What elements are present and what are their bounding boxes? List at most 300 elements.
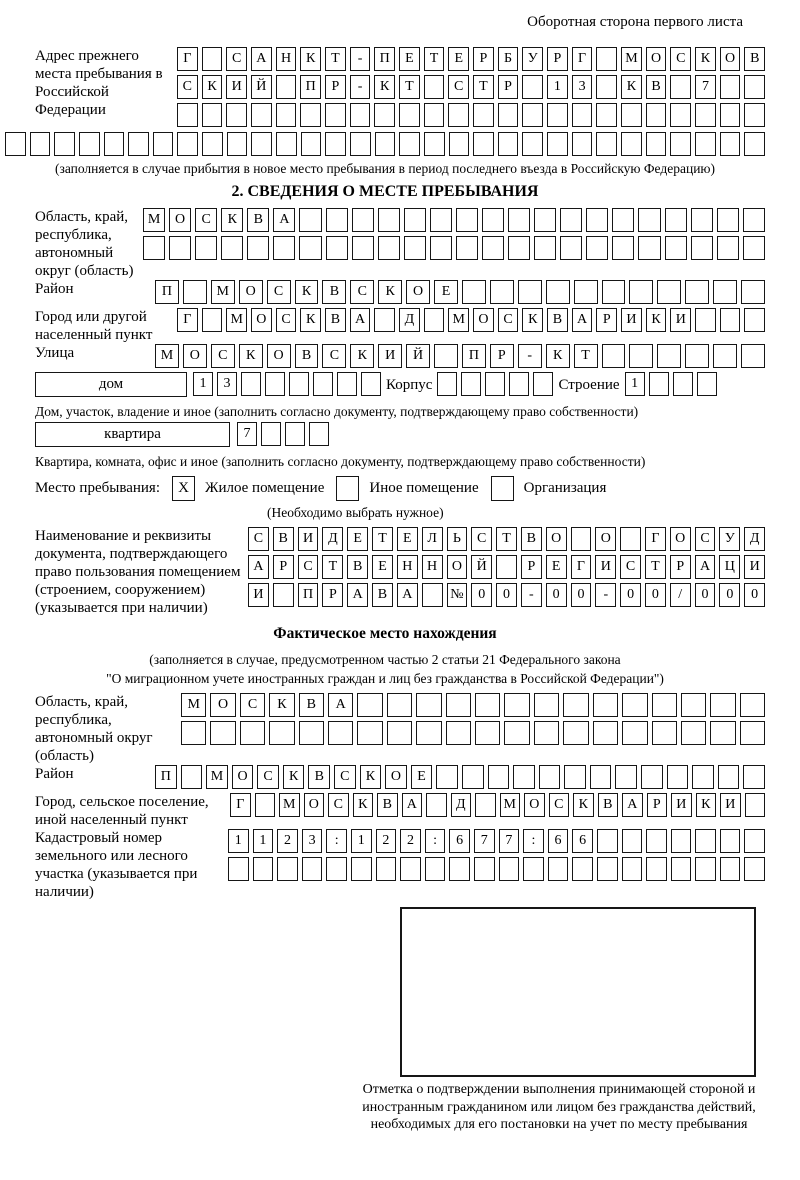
char-cell[interactable]: А	[397, 583, 418, 607]
char-cell[interactable]	[313, 372, 333, 396]
char-cell[interactable]	[612, 208, 634, 232]
char-cell[interactable]: О	[267, 344, 291, 368]
char-cell[interactable]	[743, 765, 765, 789]
char-cell[interactable]	[720, 308, 741, 332]
char-cell[interactable]	[255, 793, 276, 817]
char-cell[interactable]: Р	[547, 47, 568, 71]
char-cell[interactable]	[475, 721, 500, 745]
char-cell[interactable]	[404, 236, 426, 260]
char-cell[interactable]: О	[546, 527, 567, 551]
char-cell[interactable]	[646, 103, 667, 127]
char-cell[interactable]	[352, 208, 374, 232]
char-cell[interactable]	[143, 236, 165, 260]
char-cell[interactable]: С	[448, 75, 469, 99]
char-cell[interactable]	[671, 857, 692, 881]
char-cell[interactable]: М	[448, 308, 469, 332]
char-cell[interactable]	[449, 132, 470, 156]
char-cell[interactable]: А	[622, 793, 643, 817]
char-cell[interactable]	[629, 280, 653, 304]
char-cell[interactable]	[744, 857, 765, 881]
char-cell[interactable]: 3	[572, 75, 593, 99]
char-cell[interactable]	[498, 103, 519, 127]
char-cell[interactable]	[434, 344, 458, 368]
char-cell[interactable]: С	[195, 208, 217, 232]
char-cell[interactable]	[691, 208, 713, 232]
char-cell[interactable]: Ц	[719, 555, 740, 579]
char-cell[interactable]	[337, 372, 357, 396]
char-cell[interactable]	[399, 103, 420, 127]
char-cell[interactable]: В	[299, 693, 324, 717]
char-cell[interactable]: К	[300, 47, 321, 71]
char-cell[interactable]	[474, 857, 495, 881]
char-cell[interactable]: П	[374, 47, 395, 71]
char-cell[interactable]: И	[248, 583, 269, 607]
char-cell[interactable]: О	[210, 693, 235, 717]
char-cell[interactable]	[269, 721, 294, 745]
char-cell[interactable]	[265, 372, 285, 396]
char-cell[interactable]: Н	[276, 47, 297, 71]
char-cell[interactable]: П	[300, 75, 321, 99]
char-cell[interactable]: Р	[490, 344, 514, 368]
char-cell[interactable]	[374, 103, 395, 127]
char-cell[interactable]: /	[670, 583, 691, 607]
char-cell[interactable]	[430, 236, 452, 260]
char-cell[interactable]: В	[646, 75, 667, 99]
char-cell[interactable]: М	[211, 280, 235, 304]
char-cell[interactable]: А	[248, 555, 269, 579]
char-cell[interactable]	[615, 765, 637, 789]
char-cell[interactable]	[299, 236, 321, 260]
char-cell[interactable]	[718, 765, 740, 789]
char-cell[interactable]	[547, 103, 568, 127]
char-cell[interactable]: О	[524, 793, 545, 817]
char-cell[interactable]: С	[350, 280, 374, 304]
char-cell[interactable]: 3	[217, 372, 237, 396]
char-cell[interactable]: Д	[399, 308, 420, 332]
char-cell[interactable]: 0	[546, 583, 567, 607]
char-cell[interactable]	[326, 857, 347, 881]
char-cell[interactable]: С	[177, 75, 198, 99]
char-cell[interactable]: К	[621, 75, 642, 99]
char-cell[interactable]	[504, 721, 529, 745]
char-cell[interactable]: И	[226, 75, 247, 99]
char-cell[interactable]	[518, 280, 542, 304]
char-cell[interactable]	[572, 132, 593, 156]
char-cell[interactable]: Т	[645, 555, 666, 579]
char-cell[interactable]	[424, 132, 445, 156]
char-cell[interactable]	[652, 693, 677, 717]
char-cell[interactable]	[622, 693, 647, 717]
char-cell[interactable]: И	[670, 308, 691, 332]
char-cell[interactable]: Р	[647, 793, 668, 817]
char-cell[interactable]	[376, 857, 397, 881]
char-cell[interactable]	[692, 765, 714, 789]
checkbox-inoe[interactable]	[336, 476, 359, 501]
checkbox-zhiloe[interactable]: X	[172, 476, 195, 501]
char-cell[interactable]: К	[573, 793, 594, 817]
char-cell[interactable]: Н	[422, 555, 443, 579]
char-cell[interactable]	[221, 236, 243, 260]
char-cell[interactable]: П	[155, 765, 177, 789]
char-cell[interactable]	[400, 857, 421, 881]
char-cell[interactable]	[560, 236, 582, 260]
char-cell[interactable]: 6	[548, 829, 569, 853]
char-cell[interactable]	[740, 693, 765, 717]
char-cell[interactable]	[681, 721, 706, 745]
char-cell[interactable]	[586, 208, 608, 232]
char-cell[interactable]: Т	[399, 75, 420, 99]
char-cell[interactable]: К	[221, 208, 243, 232]
char-cell[interactable]	[490, 280, 514, 304]
char-cell[interactable]	[325, 132, 346, 156]
char-cell[interactable]: И	[744, 555, 765, 579]
char-cell[interactable]: Т	[325, 47, 346, 71]
char-cell[interactable]	[743, 208, 765, 232]
char-cell[interactable]	[202, 103, 223, 127]
char-cell[interactable]	[202, 132, 223, 156]
char-cell[interactable]: Е	[448, 47, 469, 71]
char-cell[interactable]	[357, 693, 382, 717]
char-cell[interactable]: В	[295, 344, 319, 368]
char-cell[interactable]	[534, 208, 556, 232]
char-cell[interactable]	[251, 132, 272, 156]
char-cell[interactable]	[461, 372, 481, 396]
char-cell[interactable]: П	[462, 344, 486, 368]
char-cell[interactable]	[571, 527, 592, 551]
char-cell[interactable]: И	[621, 308, 642, 332]
char-cell[interactable]: М	[206, 765, 228, 789]
char-cell[interactable]: Н	[397, 555, 418, 579]
char-cell[interactable]: В	[377, 793, 398, 817]
char-cell[interactable]	[597, 829, 618, 853]
char-cell[interactable]	[253, 857, 274, 881]
char-cell[interactable]	[285, 422, 305, 446]
char-cell[interactable]: К	[696, 793, 717, 817]
char-cell[interactable]: Р	[325, 75, 346, 99]
char-cell[interactable]: -	[350, 75, 371, 99]
char-cell[interactable]: 0	[471, 583, 492, 607]
char-cell[interactable]	[277, 857, 298, 881]
char-cell[interactable]: П	[298, 583, 319, 607]
char-cell[interactable]: Й	[406, 344, 430, 368]
char-cell[interactable]: М	[155, 344, 179, 368]
char-cell[interactable]	[5, 132, 26, 156]
char-cell[interactable]	[685, 280, 709, 304]
char-cell[interactable]: А	[350, 308, 371, 332]
char-cell[interactable]: Т	[372, 527, 393, 551]
char-cell[interactable]	[448, 103, 469, 127]
char-cell[interactable]	[475, 693, 500, 717]
char-cell[interactable]	[596, 132, 617, 156]
char-cell[interactable]: У	[719, 527, 740, 551]
char-cell[interactable]: В	[308, 765, 330, 789]
char-cell[interactable]	[717, 236, 739, 260]
char-cell[interactable]	[498, 132, 519, 156]
char-cell[interactable]	[513, 765, 535, 789]
char-cell[interactable]: :	[425, 829, 446, 853]
char-cell[interactable]: Г	[177, 47, 198, 71]
char-cell[interactable]: М	[500, 793, 521, 817]
char-cell[interactable]	[426, 793, 447, 817]
char-cell[interactable]	[695, 829, 716, 853]
char-cell[interactable]	[641, 765, 663, 789]
char-cell[interactable]	[534, 693, 559, 717]
char-cell[interactable]: 1	[351, 829, 372, 853]
char-cell[interactable]: 0	[571, 583, 592, 607]
char-cell[interactable]: Р	[273, 555, 294, 579]
char-cell[interactable]	[720, 132, 741, 156]
char-cell[interactable]: О	[595, 527, 616, 551]
char-cell[interactable]	[667, 765, 689, 789]
char-cell[interactable]	[612, 236, 634, 260]
char-cell[interactable]	[744, 103, 765, 127]
char-cell[interactable]	[424, 308, 445, 332]
char-cell[interactable]	[399, 132, 420, 156]
char-cell[interactable]: С	[670, 47, 691, 71]
char-cell[interactable]: В	[547, 308, 568, 332]
char-cell[interactable]: Г	[230, 793, 251, 817]
char-cell[interactable]	[301, 132, 322, 156]
char-cell[interactable]: О	[304, 793, 325, 817]
char-cell[interactable]	[504, 693, 529, 717]
char-cell[interactable]: Р	[596, 308, 617, 332]
char-cell[interactable]: С	[298, 555, 319, 579]
char-cell[interactable]	[300, 103, 321, 127]
char-cell[interactable]	[741, 344, 765, 368]
char-cell[interactable]	[622, 721, 647, 745]
char-cell[interactable]	[602, 280, 626, 304]
char-cell[interactable]	[508, 236, 530, 260]
char-cell[interactable]	[326, 236, 348, 260]
char-cell[interactable]	[202, 47, 223, 71]
char-cell[interactable]	[657, 280, 681, 304]
char-cell[interactable]	[261, 422, 281, 446]
char-cell[interactable]: Д	[744, 527, 765, 551]
char-cell[interactable]	[183, 280, 207, 304]
char-cell[interactable]	[375, 132, 396, 156]
char-cell[interactable]: -	[518, 344, 542, 368]
char-cell[interactable]: В	[325, 308, 346, 332]
char-cell[interactable]	[522, 75, 543, 99]
char-cell[interactable]: В	[598, 793, 619, 817]
char-cell[interactable]: Р	[521, 555, 542, 579]
char-cell[interactable]	[325, 103, 346, 127]
char-cell[interactable]	[523, 857, 544, 881]
char-cell[interactable]	[276, 103, 297, 127]
char-cell[interactable]: А	[402, 793, 423, 817]
char-cell[interactable]	[496, 555, 517, 579]
char-cell[interactable]: С	[620, 555, 641, 579]
char-cell[interactable]: К	[283, 765, 305, 789]
char-cell[interactable]: О	[720, 47, 741, 71]
char-cell[interactable]: И	[671, 793, 692, 817]
char-cell[interactable]: О	[251, 308, 272, 332]
char-cell[interactable]: С	[267, 280, 291, 304]
char-cell[interactable]: В	[347, 555, 368, 579]
char-cell[interactable]	[695, 103, 716, 127]
char-cell[interactable]: В	[521, 527, 542, 551]
char-cell[interactable]: 2	[376, 829, 397, 853]
char-cell[interactable]	[240, 721, 265, 745]
char-cell[interactable]	[387, 721, 412, 745]
char-cell[interactable]: 7	[499, 829, 520, 853]
char-cell[interactable]	[352, 236, 374, 260]
char-cell[interactable]	[462, 765, 484, 789]
char-cell[interactable]: К	[350, 344, 374, 368]
char-cell[interactable]: Р	[498, 75, 519, 99]
char-cell[interactable]: 1	[193, 372, 213, 396]
char-cell[interactable]: А	[328, 693, 353, 717]
char-cell[interactable]	[104, 132, 125, 156]
char-cell[interactable]: К	[522, 308, 543, 332]
char-cell[interactable]	[691, 236, 713, 260]
char-cell[interactable]: О	[473, 308, 494, 332]
char-cell[interactable]	[473, 132, 494, 156]
char-cell[interactable]	[590, 765, 612, 789]
char-cell[interactable]	[563, 721, 588, 745]
char-cell[interactable]: А	[347, 583, 368, 607]
char-cell[interactable]: 1	[253, 829, 274, 853]
char-cell[interactable]: С	[695, 527, 716, 551]
char-cell[interactable]	[564, 765, 586, 789]
char-cell[interactable]: К	[295, 280, 319, 304]
char-cell[interactable]: В	[372, 583, 393, 607]
char-cell[interactable]	[534, 721, 559, 745]
char-cell[interactable]: Д	[451, 793, 472, 817]
char-cell[interactable]	[273, 583, 294, 607]
char-cell[interactable]: Т	[496, 527, 517, 551]
char-cell[interactable]	[227, 132, 248, 156]
char-cell[interactable]: Т	[574, 344, 598, 368]
char-cell[interactable]	[572, 103, 593, 127]
char-cell[interactable]: С	[248, 527, 269, 551]
char-cell[interactable]: А	[695, 555, 716, 579]
char-cell[interactable]	[226, 103, 247, 127]
char-cell[interactable]	[446, 721, 471, 745]
char-cell[interactable]	[620, 527, 641, 551]
char-cell[interactable]: -	[350, 47, 371, 71]
char-cell[interactable]	[665, 236, 687, 260]
char-cell[interactable]	[670, 103, 691, 127]
char-cell[interactable]	[181, 721, 206, 745]
char-cell[interactable]: К	[646, 308, 667, 332]
char-cell[interactable]: М	[181, 693, 206, 717]
char-cell[interactable]: П	[155, 280, 179, 304]
char-cell[interactable]	[202, 308, 223, 332]
char-cell[interactable]	[546, 280, 570, 304]
char-cell[interactable]	[351, 857, 372, 881]
char-cell[interactable]: Г	[571, 555, 592, 579]
char-cell[interactable]: К	[269, 693, 294, 717]
char-cell[interactable]	[210, 721, 235, 745]
char-cell[interactable]: К	[546, 344, 570, 368]
char-cell[interactable]	[670, 75, 691, 99]
char-cell[interactable]: Ь	[447, 527, 468, 551]
char-cell[interactable]	[629, 344, 653, 368]
char-cell[interactable]	[436, 765, 458, 789]
char-cell[interactable]	[744, 75, 765, 99]
char-cell[interactable]	[673, 372, 693, 396]
char-cell[interactable]	[430, 208, 452, 232]
char-cell[interactable]	[572, 857, 593, 881]
char-cell[interactable]: К	[300, 308, 321, 332]
char-cell[interactable]: 0	[496, 583, 517, 607]
char-cell[interactable]: И	[378, 344, 402, 368]
char-cell[interactable]	[449, 857, 470, 881]
char-cell[interactable]	[54, 132, 75, 156]
char-cell[interactable]	[597, 857, 618, 881]
char-cell[interactable]	[671, 829, 692, 853]
char-cell[interactable]: Г	[572, 47, 593, 71]
char-cell[interactable]	[251, 103, 272, 127]
char-cell[interactable]	[309, 422, 329, 446]
char-cell[interactable]	[425, 857, 446, 881]
char-cell[interactable]	[437, 372, 457, 396]
char-cell[interactable]	[416, 721, 441, 745]
char-cell[interactable]	[720, 829, 741, 853]
char-cell[interactable]: О	[183, 344, 207, 368]
char-cell[interactable]: Р	[670, 555, 691, 579]
char-cell[interactable]: С	[498, 308, 519, 332]
char-cell[interactable]	[228, 857, 249, 881]
char-cell[interactable]: Т	[473, 75, 494, 99]
char-cell[interactable]	[710, 721, 735, 745]
char-cell[interactable]	[720, 103, 741, 127]
char-cell[interactable]	[744, 829, 765, 853]
char-cell[interactable]	[574, 280, 598, 304]
char-cell[interactable]	[169, 236, 191, 260]
char-cell[interactable]	[638, 236, 660, 260]
char-cell[interactable]	[357, 721, 382, 745]
char-cell[interactable]	[462, 280, 486, 304]
char-cell[interactable]: О	[239, 280, 263, 304]
char-cell[interactable]: 7	[695, 75, 716, 99]
char-cell[interactable]: 7	[474, 829, 495, 853]
char-cell[interactable]	[378, 208, 400, 232]
char-cell[interactable]	[153, 132, 174, 156]
char-cell[interactable]	[30, 132, 51, 156]
char-cell[interactable]: С	[334, 765, 356, 789]
char-cell[interactable]	[350, 132, 371, 156]
char-cell[interactable]	[621, 132, 642, 156]
char-cell[interactable]: 2	[400, 829, 421, 853]
char-cell[interactable]	[710, 693, 735, 717]
char-cell[interactable]: 0	[744, 583, 765, 607]
char-cell[interactable]	[593, 693, 618, 717]
char-cell[interactable]: Е	[372, 555, 393, 579]
char-cell[interactable]: А	[572, 308, 593, 332]
char-cell[interactable]	[560, 208, 582, 232]
char-cell[interactable]	[740, 721, 765, 745]
char-cell[interactable]	[534, 236, 556, 260]
char-cell[interactable]: О	[646, 47, 667, 71]
char-cell[interactable]	[499, 857, 520, 881]
char-cell[interactable]: 1	[625, 372, 645, 396]
char-cell[interactable]	[596, 75, 617, 99]
char-cell[interactable]	[128, 132, 149, 156]
char-cell[interactable]: Е	[397, 527, 418, 551]
char-cell[interactable]	[744, 132, 765, 156]
char-cell[interactable]	[424, 75, 445, 99]
char-cell[interactable]	[522, 103, 543, 127]
char-cell[interactable]	[621, 103, 642, 127]
char-cell[interactable]: 6	[449, 829, 470, 853]
char-cell[interactable]: Г	[645, 527, 666, 551]
char-cell[interactable]: К	[353, 793, 374, 817]
char-cell[interactable]: О	[406, 280, 430, 304]
char-cell[interactable]	[241, 372, 261, 396]
char-cell[interactable]: 0	[645, 583, 666, 607]
